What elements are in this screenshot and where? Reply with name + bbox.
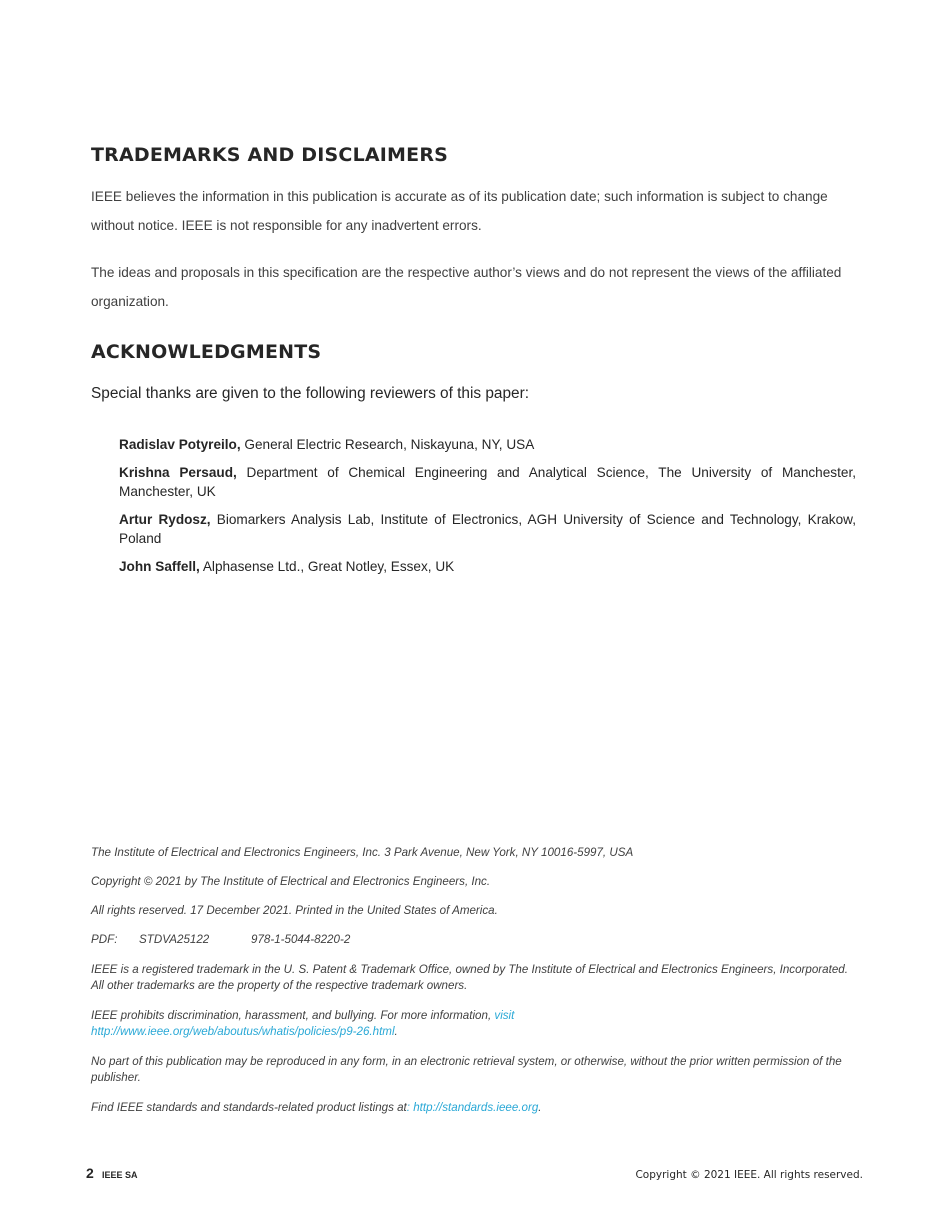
standards-text: Find IEEE standards and standards-related product listings at <box>91 1101 407 1114</box>
brand-label: IEEE SA <box>102 1170 138 1180</box>
pdf-label: PDF: <box>91 933 118 946</box>
reviewer-item <box>119 510 856 548</box>
standards-notice <box>91 1100 851 1116</box>
policy-text: IEEE prohibits discrimination, harassment, and bullying. For more information, <box>91 1009 495 1022</box>
copyright-line: Copyright © 2021 by The Institute of Electrical and Electronics Engineers, Inc. <box>91 875 491 888</box>
policy-url-link[interactable]: http://www.ieee.org/web/aboutus/whatis/policies/p9-26.html <box>91 1025 395 1038</box>
acknowledgments-heading: ACKNOWLEDGMENTS <box>91 341 322 363</box>
page-copyright: Copyright © 2021 IEEE. All rights reserved. <box>635 1169 863 1181</box>
policy-end: . <box>394 1025 398 1038</box>
reviewer-name: Artur Rydosz, <box>119 512 211 527</box>
policy-visit-link[interactable]: visit <box>494 1009 515 1022</box>
reviewer-name: John Saffell, <box>119 559 200 574</box>
page-number: 2 <box>86 1165 94 1181</box>
reviewer-affiliation: Biomarkers Analysis Lab, Institute of Electronics, AGH University of Science and Technology, Krakow, Poland <box>119 512 856 546</box>
reviewer-item <box>119 463 856 501</box>
trademarks-paragraph-1: IEEE believes the information in this publication is accurate as of its publication date; such information is subject to change without notice. IEEE is not responsible for any inadvertent errors. <box>91 189 828 233</box>
reviewer-name: Krishna Persaud, <box>119 465 237 480</box>
acknowledgments-lead: Special thanks are given to the following reviewers of this paper: <box>91 385 530 402</box>
pdf-info-row <box>91 932 851 948</box>
standards-end: . <box>538 1101 542 1114</box>
isbn: 978-1-5044-8220-2 <box>251 933 351 946</box>
publisher-address: The Institute of Electrical and Electronics Engineers, Inc. 3 Park Avenue, New York, NY 10016-5997, USA <box>91 846 634 859</box>
trademark-notice: IEEE is a registered trademark in the U. S. Patent & Trademark Office, owned by The Institute of Electrical and Electronics Engineers, Incorporated. All other trademarks are the property of the respective trademark owners. <box>91 963 848 992</box>
trademarks-heading: TRADEMARKS AND DISCLAIMERS <box>91 144 449 166</box>
reviewer-name: Radislav Potyreilo, <box>119 437 241 452</box>
trademarks-paragraph-2: The ideas and proposals in this specification are the respective author’s views and do not represent the views of the affiliated organization. <box>91 265 842 309</box>
policy-notice <box>91 1008 851 1040</box>
standards-link[interactable]: : http://standards.ieee.org <box>406 1101 539 1114</box>
rights-line: All rights reserved. 17 December 2021. Printed in the United States of America. <box>91 904 498 917</box>
reviewer-affiliation: Department of Chemical Engineering and Analytical Science, The University of Manchester, Manchester, UK <box>119 465 856 499</box>
pdf-code: STDVA25122 <box>139 933 210 946</box>
reviewer-item <box>119 435 856 454</box>
reproduction-notice: No part of this publication may be reproduced in any form, in an electronic retrieval system, or otherwise, without the prior written permission of the publisher. <box>91 1055 842 1084</box>
reviewer-affiliation: Alphasense Ltd., Great Notley, Essex, UK <box>199 559 455 574</box>
reviewer-item <box>119 557 856 576</box>
reviewer-affiliation: General Electric Research, Niskayuna, NY, USA <box>240 437 535 452</box>
